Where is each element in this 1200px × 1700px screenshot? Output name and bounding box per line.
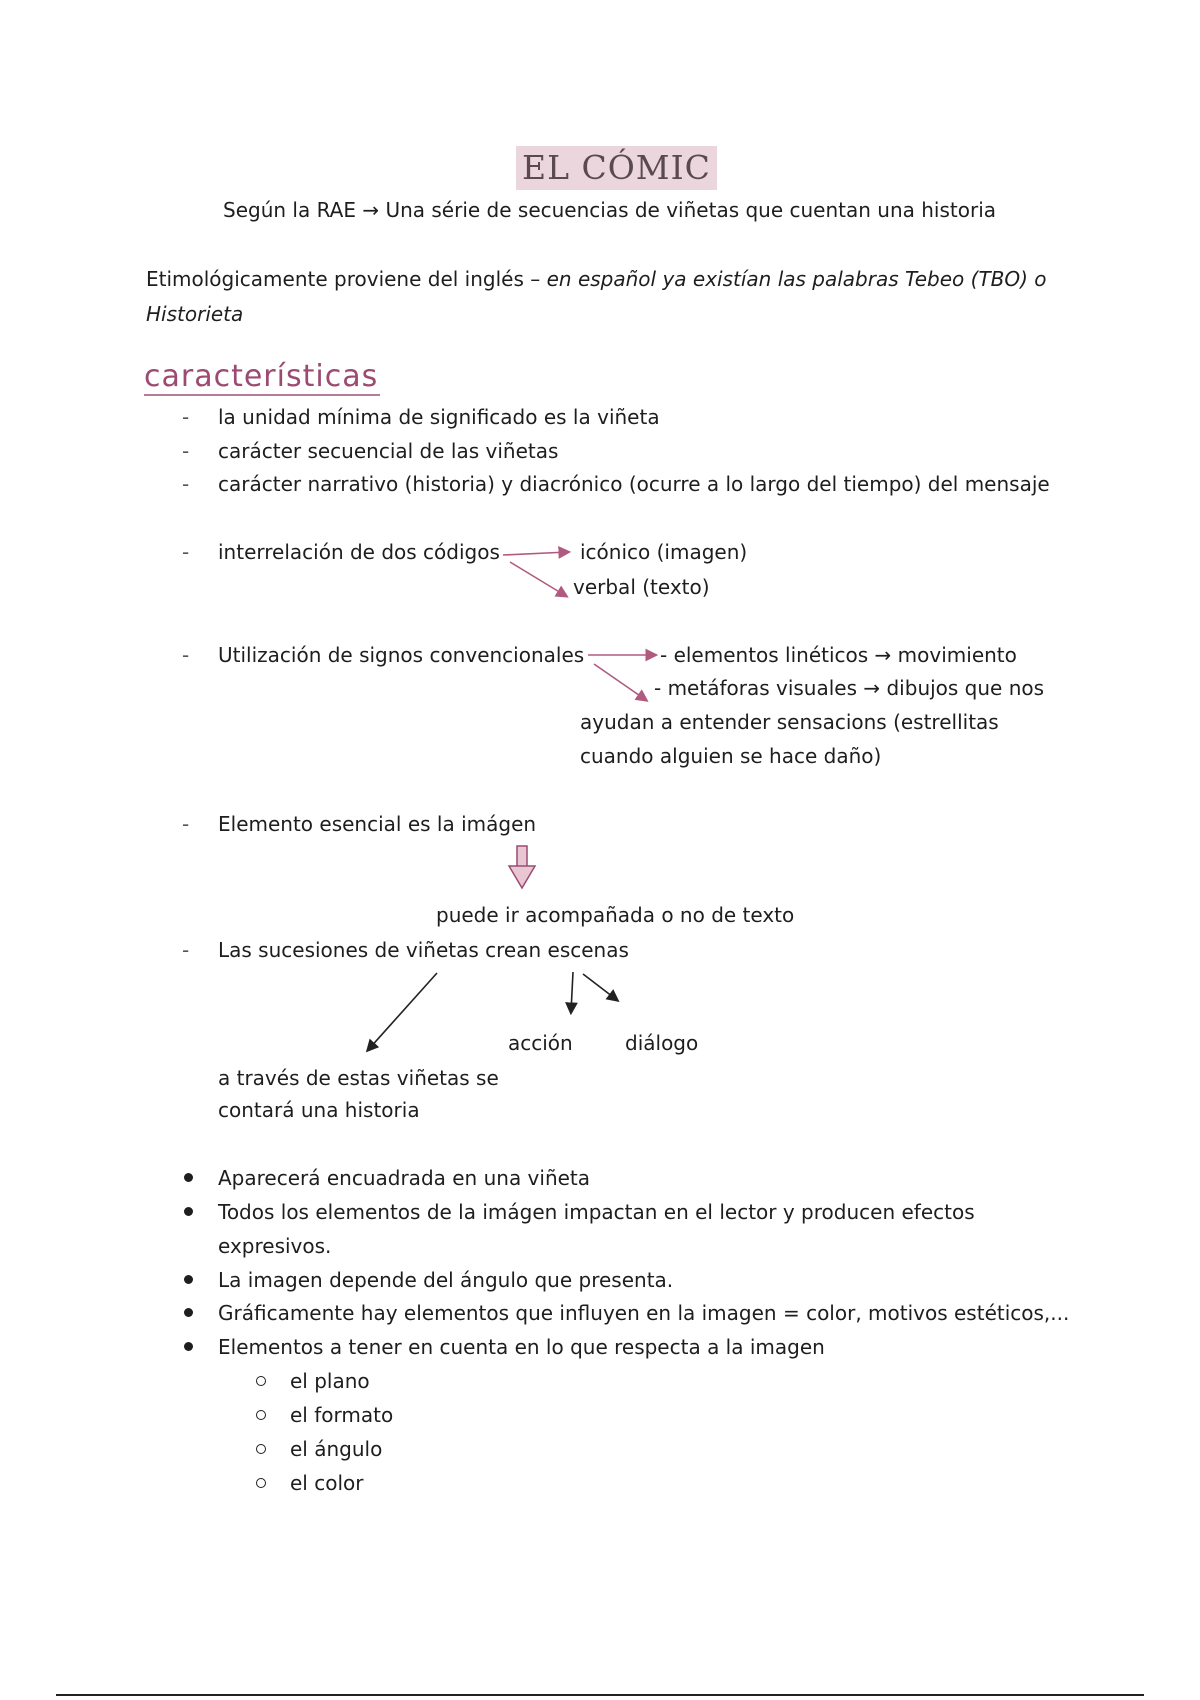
item6-subnote: puede ir acompañada o no de texto xyxy=(436,903,795,927)
arrow-dialogue xyxy=(583,974,617,1000)
bullet-2: Todos los elementos de la imágen impactan en el lector y producen efectos xyxy=(218,1200,975,1224)
dash-marker: - xyxy=(182,472,190,496)
sub-bullet-2: el formato xyxy=(290,1403,394,1427)
bullet-5: Elementos a tener en cuenta en lo que respecta a la imagen xyxy=(218,1335,825,1359)
item4-branch-iconic: icónico (imagen) xyxy=(580,540,748,564)
bullet-2-cont: expresivos. xyxy=(218,1234,332,1258)
section-heading: características xyxy=(144,359,379,394)
dash-marker: - xyxy=(182,812,190,836)
list-item-7: Las sucesiones de viñetas crean escenas xyxy=(218,938,629,962)
item5-branch-metaphors: - metáforas visuales → dibujos que nos xyxy=(654,676,1045,700)
item5-branch-metaphors-cont-1: ayudan a entender sensacions (estrellitas xyxy=(580,710,999,734)
etymology-italic-1: en español ya existían las palabras Tebeo (TBO) o xyxy=(546,267,1047,291)
arrow-verbal xyxy=(510,562,566,596)
bullet-4: Gráficamente hay elementos que influyen en la imagen = color, motivos estéticos,... xyxy=(218,1301,1070,1325)
definition: Según la RAE → Una série de secuencias de viñetas que cuentan una historia xyxy=(223,198,997,222)
sub-bullet-1: el plano xyxy=(290,1369,370,1393)
list-item-4: interrelación de dos códigos xyxy=(218,540,500,564)
sub-bullet-4: el color xyxy=(290,1471,364,1495)
list-item-5: Utilización de signos convencionales xyxy=(218,643,585,667)
bullet-1: Aparecerá encuadrada en una viñeta xyxy=(218,1166,591,1190)
etymology-italic-2: Historieta xyxy=(146,302,244,326)
item4-branch-verbal: verbal (texto) xyxy=(573,575,710,599)
dash-marker: - xyxy=(182,540,190,564)
arrow-action xyxy=(571,972,573,1012)
list-item-3: carácter narrativo (historia) y diacrónico (ocurre a lo largo del tiempo) del mensaje xyxy=(218,472,1050,496)
arrow-metaphors xyxy=(594,664,646,700)
item5-branch-metaphors-cont-2: cuando alguien se hace daño) xyxy=(580,744,882,768)
dash-marker: - xyxy=(182,938,190,962)
bullet-3: La imagen depende del ángulo que presenta. xyxy=(218,1268,674,1292)
list-item-2: carácter secuencial de las viñetas xyxy=(218,439,559,463)
list-item-6: Elemento esencial es la imágen xyxy=(218,812,537,836)
etymology-normal: Etimológicamente proviene del inglés – xyxy=(146,267,547,291)
item7-branch-story-1: a través de estas viñetas se xyxy=(218,1066,499,1090)
down-arrow-icon xyxy=(509,846,535,888)
item5-branch-kinetic: - elementos linéticos → movimiento xyxy=(660,643,1017,667)
list-item-1: la unidad mínima de significado es la viñeta xyxy=(218,405,660,429)
page-title: EL CÓMIC xyxy=(516,146,717,190)
item7-branch-action: acción xyxy=(508,1031,573,1055)
dash-marker: - xyxy=(182,405,190,429)
dash-marker: - xyxy=(182,643,190,667)
sub-bullet-3: el ángulo xyxy=(290,1437,383,1461)
item7-branch-story-2: contará una historia xyxy=(218,1098,420,1122)
item7-branch-dialogue: diálogo xyxy=(625,1031,699,1055)
arrow-story xyxy=(368,973,437,1050)
footer-divider xyxy=(56,1694,1144,1696)
arrow-iconic xyxy=(503,552,568,555)
dash-marker: - xyxy=(182,439,190,463)
